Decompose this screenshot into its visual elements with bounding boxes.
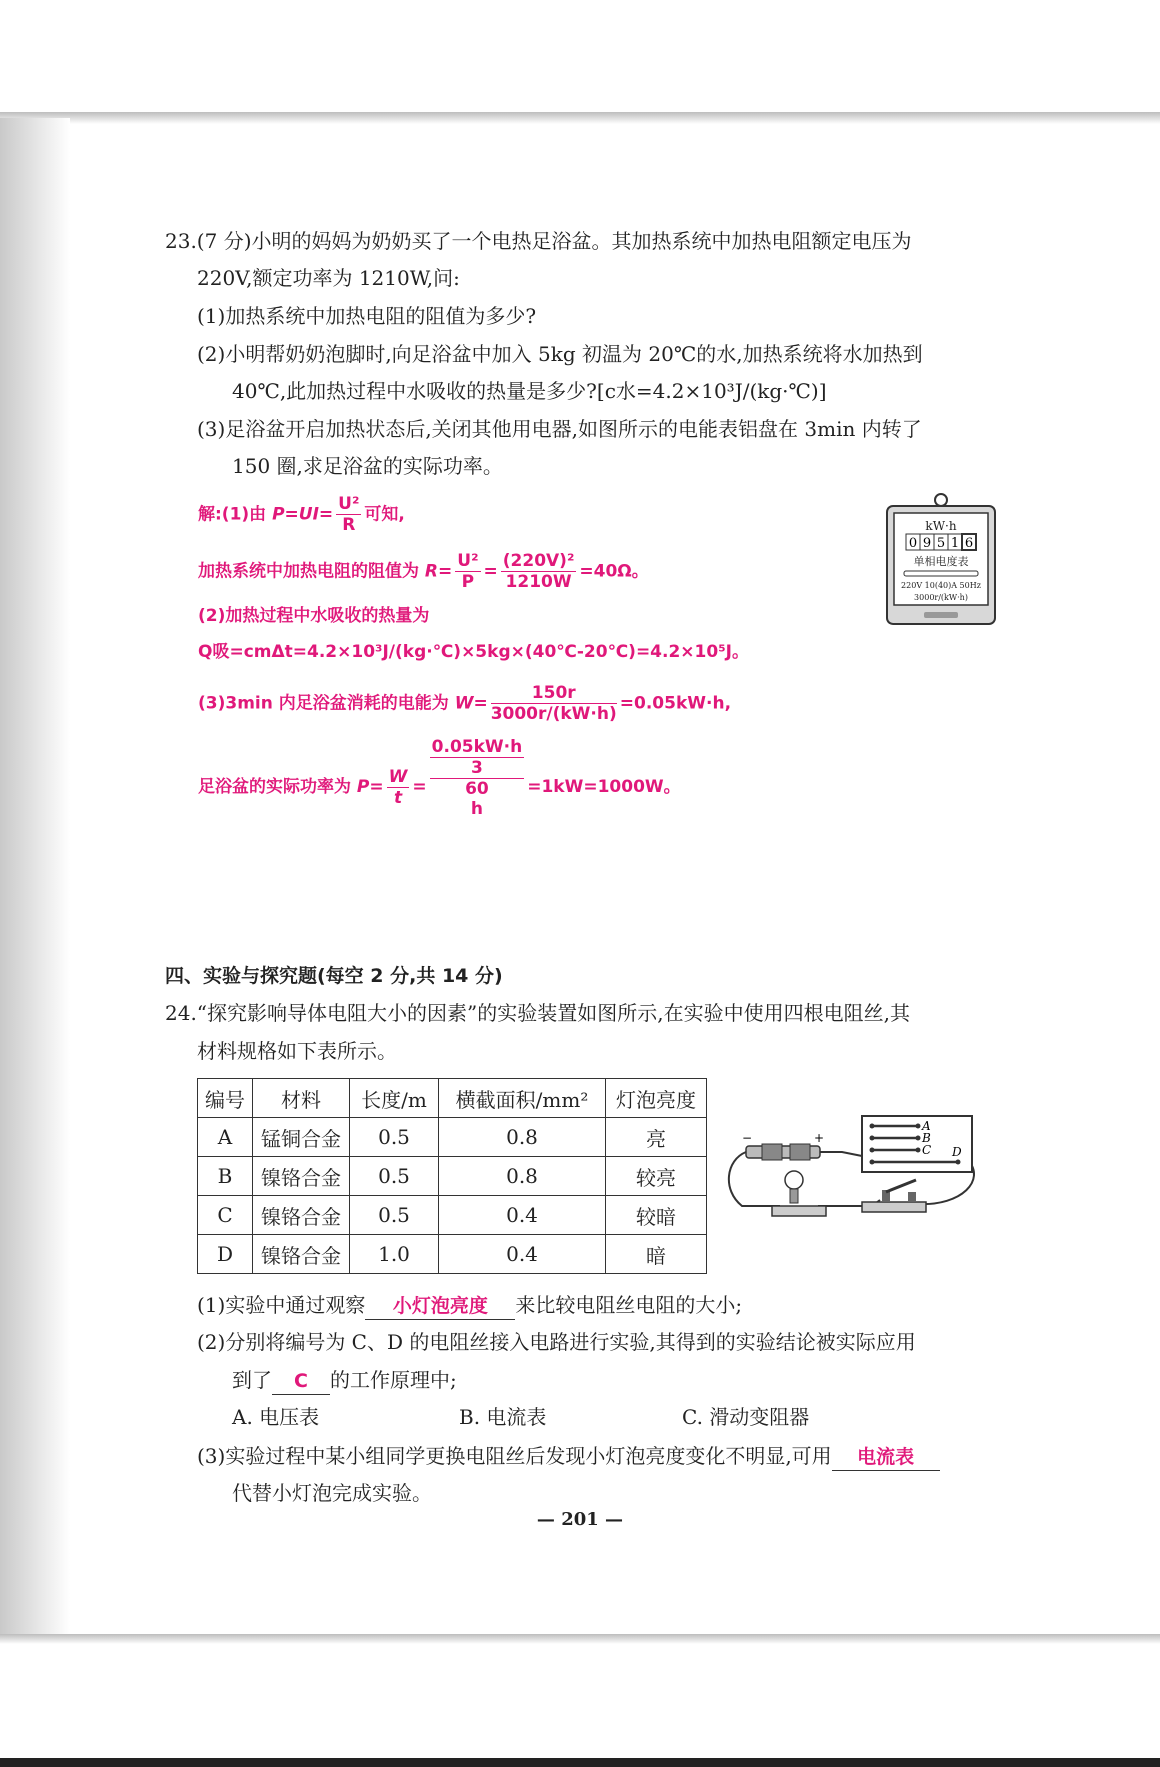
table-cell: 亮 [606, 1118, 707, 1157]
circuit-figure [722, 1110, 984, 1246]
table-cell: 锰铜合金 [253, 1118, 350, 1157]
meter-digit: 6 [964, 536, 974, 551]
meter-unit: kW·h [925, 519, 957, 533]
table-header: 灯泡亮度 [606, 1079, 707, 1118]
solution-line2: 加热系统中加热电阻的阻值为 R= $\frac{\text{U²}}{P}$ = $\frac{\text{(220V)²}}{1210W}$ =40Ω。 [198, 551, 649, 592]
table-cell: A [198, 1118, 253, 1157]
meter-name: 单相电度表 [913, 555, 969, 568]
q24-stem-line2: 材料规格如下表所示。 [197, 1039, 397, 1063]
meter-digit: 1 [950, 536, 960, 551]
wire-label: A [922, 1119, 931, 1133]
table-cell: B [198, 1157, 253, 1196]
table-header: 横截面积/mm² [439, 1079, 606, 1118]
q23-part2-line1: (2)小明帮奶奶泡脚时,向足浴盆中加入 5kg 初温为 20℃的水,加热系统将水加热到 [197, 342, 923, 366]
table-row [198, 1157, 707, 1196]
table-cell: 较亮 [606, 1157, 707, 1196]
solution-line5: (3)3min 内足浴盆消耗的电能为 W= $\frac{150r}{3000r/(kW\cdot h)}$ =0.05kW·h, [198, 683, 732, 724]
meter-spec: 220V 10(40)A 50Hz [901, 581, 981, 590]
bottom-shadow [0, 1634, 1160, 1644]
resistance-board [862, 1116, 972, 1172]
solution-line6: 足浴盆的实际功率为 P= $\frac{W}{t}$ = 0.05kW·h 3 60 h =1kW=1000W。 [198, 737, 681, 819]
q24-stem-line1: 24.“探究影响导体电阻大小的因素”的实验装置如图所示,在实验中使用四根电阻丝,其 [165, 1001, 910, 1025]
meter-digit: 9 [922, 536, 932, 551]
q23-stem-line1: 23.(7 分)小明的妈妈为奶奶买了一个电热足浴盆。其加热系统中加热电阻额定电压为 [165, 229, 912, 253]
q24-part2-line1: (2)分别将编号为 C、D 的电阻丝接入电路进行实验,其得到的实验结论被实际应用 [197, 1330, 916, 1354]
lightbulb [772, 1171, 826, 1216]
q23-stem-line2: 220V,额定功率为 1210W,问: [197, 266, 460, 290]
page-number: — 201 — [536, 1509, 624, 1530]
solution-line4: Q吸=cmΔt=4.2×10³J/(kg·℃)×5kg×(40℃-20℃)=4.2×10⁵J。 [198, 642, 749, 662]
resistance-wire-table [197, 1078, 707, 1274]
svg-text:−: − [742, 1131, 753, 1145]
table-header: 编号 [198, 1079, 253, 1118]
solution-line3: (2)加热过程中水吸收的热量为 [198, 606, 430, 626]
wire-label: D [952, 1145, 962, 1159]
wire-label: C [922, 1143, 932, 1157]
q23-part1: (1)加热系统中加热电阻的阻值为多少? [197, 304, 537, 328]
meter-digit: 5 [936, 536, 946, 551]
option-b: B. 电流表 [459, 1405, 547, 1429]
page-number-value: 201 [561, 1509, 599, 1530]
option-a: A. 电压表 [232, 1405, 320, 1429]
table-cell: 0.4 [439, 1196, 606, 1235]
q23-part3-line2: 150 圈,求足浴盆的实际功率。 [232, 454, 503, 478]
wire-label: B [922, 1131, 931, 1145]
q24-part1: (1)实验中通过观察 小灯泡亮度 来比较电阻丝电阻的大小; [197, 1291, 742, 1320]
meter-constant: 3000r/(kW·h) [914, 593, 968, 602]
section4-title: 四、实验与探究题(每空 2 分,共 14 分) [165, 965, 503, 987]
solution-line1: 解:(1)由 P=UI= $\frac{\text{U²}}{R}$ 可知, [198, 494, 405, 535]
table-row [198, 1118, 707, 1157]
option-c: C. 滑动变阻器 [682, 1405, 810, 1429]
q23-part3-line1: (3)足浴盆开启加热状态后,关闭其他用电器,如图所示的电能表铝盘在 3min 内转了 [197, 417, 922, 441]
table-row [198, 1196, 707, 1235]
answer-blank-1: 小灯泡亮度 [365, 1293, 515, 1320]
table-cell: D [198, 1235, 253, 1274]
table-header: 材料 [253, 1079, 350, 1118]
q23-part2-line2: 40℃,此加热过程中水吸收的热量是多少?[c水=4.2×10³J/(kg·℃)] [232, 379, 827, 403]
table-cell: 0.4 [439, 1235, 606, 1274]
meter-digits [906, 534, 976, 551]
q24-part2-line2: 到了 C 的工作原理中; [232, 1366, 457, 1395]
meter-hook [935, 494, 947, 506]
table-cell: 0.5 [350, 1157, 439, 1196]
table-cell: C [198, 1196, 253, 1235]
q24-part3-line2: 代替小灯泡完成实验。 [232, 1481, 432, 1505]
table-cell: 镍铬合金 [253, 1157, 350, 1196]
table-header: 长度/m [350, 1079, 439, 1118]
meter-digit: 0 [908, 536, 918, 551]
table-cell: 暗 [606, 1235, 707, 1274]
bottom-bar [0, 1758, 1160, 1767]
meter-disc [904, 571, 978, 576]
meter-terminal [924, 612, 958, 618]
table-cell: 0.8 [439, 1157, 606, 1196]
q24-part3-line1: (3)实验过程中某小组同学更换电阻丝后发现小灯泡亮度变化不明显,可用 电流表 [197, 1442, 940, 1471]
table-row [198, 1235, 707, 1274]
table-cell: 镍铬合金 [253, 1235, 350, 1274]
table-cell: 0.8 [439, 1118, 606, 1157]
switch [862, 1180, 926, 1212]
answer-blank-3: 电流表 [832, 1444, 940, 1471]
electric-meter-figure [884, 490, 998, 634]
answer-blank-2: C [272, 1368, 330, 1395]
table-cell: 镍铬合金 [253, 1196, 350, 1235]
table-cell: 1.0 [350, 1235, 439, 1274]
svg-text:+: + [814, 1131, 825, 1145]
table-header-row [198, 1079, 707, 1118]
table-cell: 较暗 [606, 1196, 707, 1235]
table-cell: 0.5 [350, 1196, 439, 1235]
battery-pack [742, 1131, 824, 1160]
table-cell: 0.5 [350, 1118, 439, 1157]
